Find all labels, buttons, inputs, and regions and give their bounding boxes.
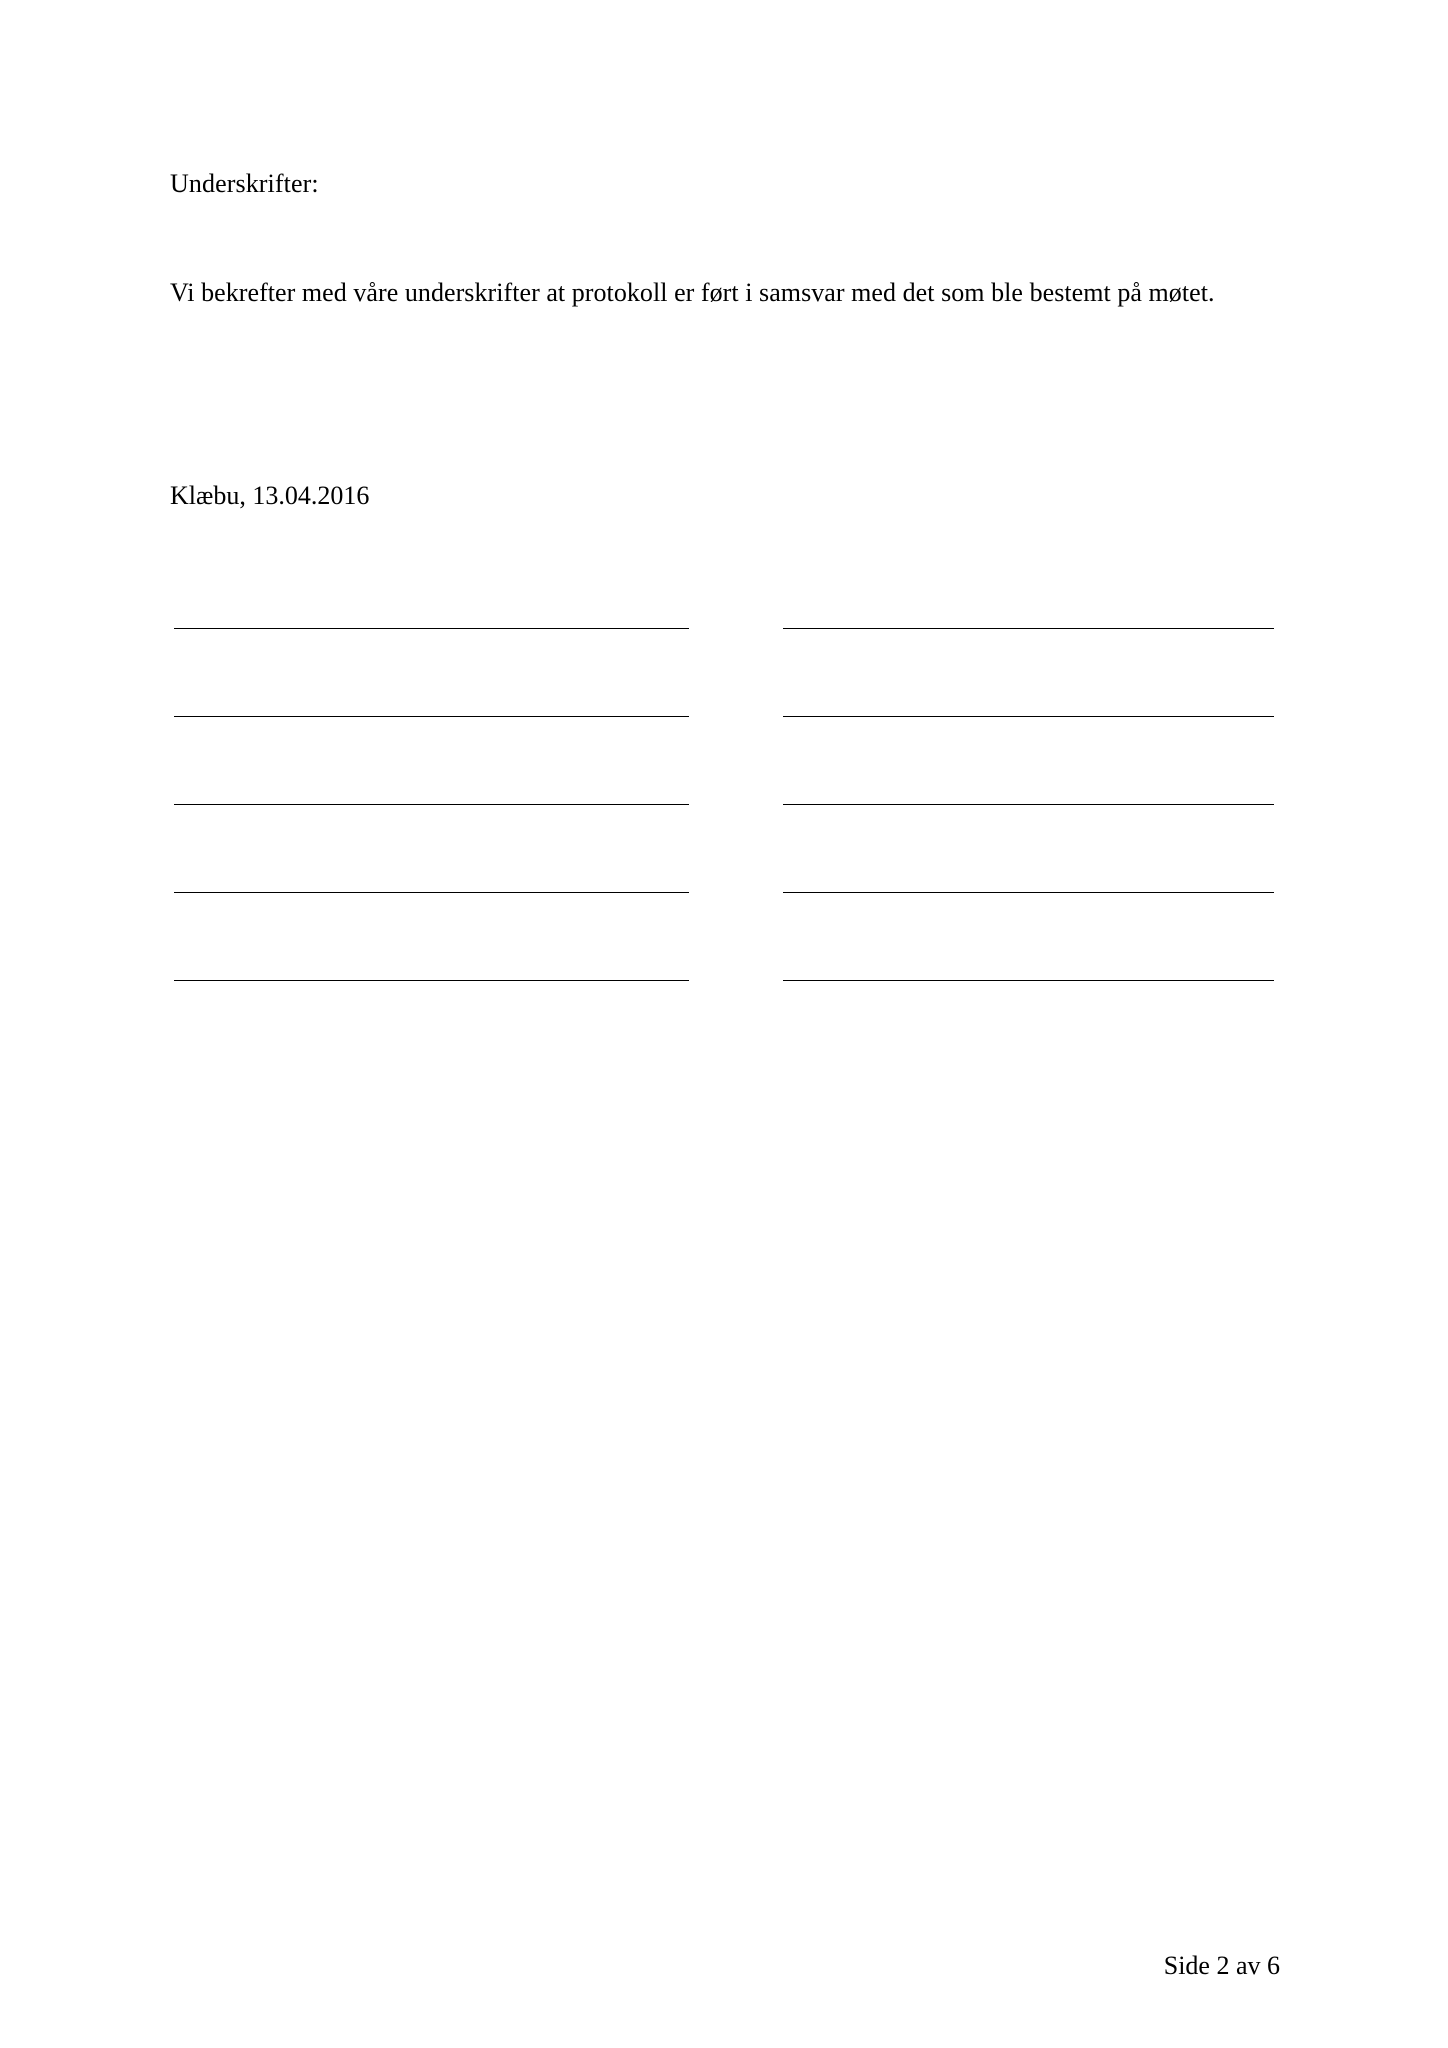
signature-line-left	[174, 980, 689, 981]
signature-row	[174, 716, 1274, 804]
place-and-date: Klæbu, 13.04.2016	[170, 481, 370, 510]
page-title: Underskrifter:	[170, 169, 319, 198]
signature-line-right	[783, 980, 1274, 981]
signature-line-right	[783, 892, 1274, 893]
signature-line-left	[174, 804, 689, 805]
signature-line-left	[174, 892, 689, 893]
signature-row	[174, 980, 1274, 1068]
signature-lines-grid	[174, 628, 1274, 1068]
signature-row	[174, 804, 1274, 892]
signature-line-right	[783, 804, 1274, 805]
confirmation-paragraph: Vi bekrefter med våre underskrifter at protokoll er ført i samsvar med det som ble bestemt på møtet.	[170, 278, 1215, 307]
signature-line-right	[783, 628, 1274, 629]
signature-row	[174, 892, 1274, 980]
signature-line-left	[174, 716, 689, 717]
signature-line-right	[783, 716, 1274, 717]
signature-line-left	[174, 628, 689, 629]
signature-row	[174, 628, 1274, 716]
page-footer: Side 2 av 6	[1163, 1951, 1280, 1980]
